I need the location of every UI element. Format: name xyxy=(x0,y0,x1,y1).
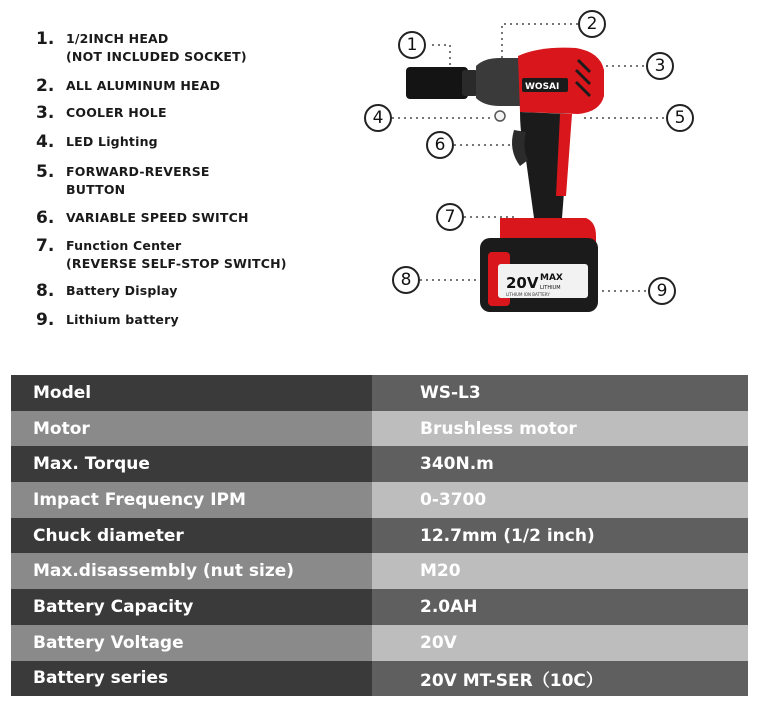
feature-text xyxy=(66,163,210,199)
aluminum-head xyxy=(476,58,522,106)
feature-item xyxy=(36,133,158,151)
feature-item xyxy=(36,77,220,95)
callout-1: 1 xyxy=(398,31,426,59)
spec-value: 340N.m xyxy=(372,446,748,482)
feature-line: 1/2INCH HEAD xyxy=(66,31,169,46)
led-light xyxy=(495,111,505,121)
feature-text xyxy=(66,209,249,227)
spec-label: Battery series xyxy=(11,661,372,697)
socket-head xyxy=(406,67,468,99)
spec-label: Battery Voltage xyxy=(11,625,372,661)
spec-label: Motor xyxy=(11,411,372,447)
brand-text: WOSAI xyxy=(525,82,560,92)
spec-label: Chuck diameter xyxy=(11,518,372,554)
spec-row xyxy=(11,482,748,518)
feature-number: 5. xyxy=(36,162,55,182)
spec-row xyxy=(11,661,748,697)
anvil xyxy=(462,70,478,96)
battery-small-text: LITHIUM ION BATTERY xyxy=(506,292,550,297)
battery-voltage-text: 20V xyxy=(506,274,539,292)
spec-value: Brushless motor xyxy=(372,411,748,447)
feature-line: (NOT INCLUDED SOCKET) xyxy=(66,49,247,64)
spec-label: Max. Torque xyxy=(11,446,372,482)
feature-number: 1. xyxy=(36,29,55,49)
feature-number: 6. xyxy=(36,208,55,228)
spec-label: Impact Frequency IPM xyxy=(11,482,372,518)
feature-number: 3. xyxy=(36,103,55,123)
spec-row xyxy=(11,518,748,554)
feature-item xyxy=(36,163,210,199)
battery-max-text: MAX xyxy=(540,273,563,283)
callout-9: 9 xyxy=(648,277,676,305)
callout-5: 5 xyxy=(666,104,694,132)
spec-row xyxy=(11,411,748,447)
feature-text xyxy=(66,77,220,95)
feature-text xyxy=(66,133,158,151)
feature-text xyxy=(66,282,178,300)
feature-item xyxy=(36,237,287,273)
feature-item xyxy=(36,30,247,66)
feature-item xyxy=(36,282,178,300)
spec-value: WS-L3 xyxy=(372,375,748,411)
feature-text xyxy=(66,237,287,273)
spec-row xyxy=(11,625,748,661)
spec-label: Model xyxy=(11,375,372,411)
feature-line: Battery Display xyxy=(66,283,178,298)
spec-row xyxy=(11,446,748,482)
spec-value: M20 xyxy=(372,553,748,589)
feature-text xyxy=(66,104,167,122)
spec-value: 2.0AH xyxy=(372,589,748,625)
feature-number: 4. xyxy=(36,132,55,152)
feature-text xyxy=(66,30,247,66)
spec-label: Battery Capacity xyxy=(11,589,372,625)
feature-number: 8. xyxy=(36,281,55,301)
spec-value: 0-3700 xyxy=(372,482,748,518)
feature-text xyxy=(66,311,179,329)
feature-number: 2. xyxy=(36,76,55,96)
callout-3: 3 xyxy=(646,52,674,80)
feature-item xyxy=(36,311,179,329)
spec-label: Max.disassembly (nut size) xyxy=(11,553,372,589)
feature-line: Lithium battery xyxy=(66,312,179,327)
feature-line: ALL ALUMINUM HEAD xyxy=(66,78,221,93)
feature-number: 9. xyxy=(36,310,55,330)
feature-number: 7. xyxy=(36,236,55,256)
feature-line: VARIABLE SPEED SWITCH xyxy=(66,210,249,225)
product-diagram xyxy=(350,0,764,330)
feature-item xyxy=(36,209,249,227)
feature-line: LED Lighting xyxy=(66,134,158,149)
spec-value: 20V MT-SER（10C） xyxy=(372,661,748,697)
spec-row xyxy=(11,375,748,411)
callout-7: 7 xyxy=(436,203,464,231)
spec-row xyxy=(11,553,748,589)
feature-line: COOLER HOLE xyxy=(66,105,167,120)
callout-2: 2 xyxy=(578,10,606,38)
feature-line: FORWARD-REVERSE xyxy=(66,164,210,179)
spec-value: 20V xyxy=(372,625,748,661)
callout-8: 8 xyxy=(392,266,420,294)
feature-line: BUTTON xyxy=(66,182,126,197)
spec-value: 12.7mm (1/2 inch) xyxy=(372,518,748,554)
feature-item xyxy=(36,104,167,122)
callout-4: 4 xyxy=(364,104,392,132)
feature-line: (REVERSE SELF-STOP SWITCH) xyxy=(66,256,287,271)
battery-lithium-text: LITHIUM xyxy=(540,285,561,291)
spec-row xyxy=(11,589,748,625)
callout-6: 6 xyxy=(426,131,454,159)
feature-line: Function Center xyxy=(66,238,182,253)
spec-table xyxy=(11,375,748,696)
